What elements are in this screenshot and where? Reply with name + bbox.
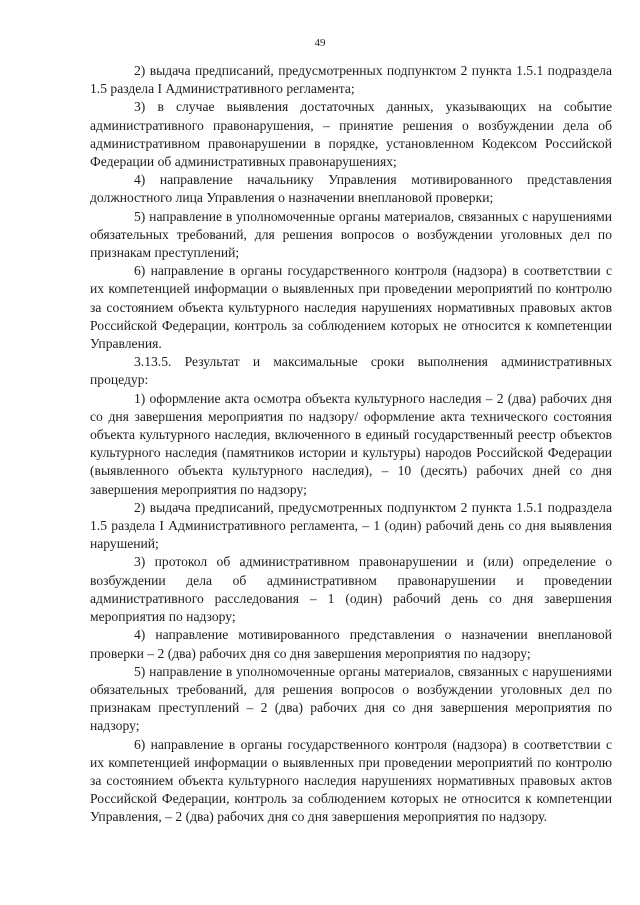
document-body (90, 62, 612, 827)
paragraph-item-2-issuing-orders: 2) выдача предписаний, предусмотренных подпунктом 2 пункта 1.5.1 подраздела 1.5 раздела I Административного регламента; (90, 63, 612, 97)
paragraph-section-3-13-5-heading: 3.13.5. Результат и максимальные сроки выполнения административных процедур: (90, 354, 612, 388)
paragraph-deadline-1-inspection-act: 1) оформление акта осмотра объекта культурного наследия – 2 (два) рабочих дня со дня завершения мероприятия по надзору/ оформление акта технического состояния объекта культурного наследия, включенного в единый государственный реестр объектов культурного наследия (памятников истории и культуры) народов Российской Федерации (выявленного объекта культурного наследия), – 10 (десять) рабочих дней со дня завершения мероприятия по надзору; (90, 390, 612, 497)
paragraph-item-4-unscheduled-inspection: 4) направление начальнику Управления мотивированного представления должностного лица Управления о назначении внеплановой проверки; (90, 172, 612, 206)
paragraph-deadline-3-protocol: 3) протокол об административном правонарушении и (или) определение о возбуждении дела об административном правонарушении и проведении административного расследования – 1 (один) рабочий день со дня завершения мероприятия по надзору; (90, 554, 612, 625)
paragraph-item-6-control-bodies: 6) направление в органы государственного контроля (надзора) в соответствии с их компетенцией информации о выявленных при проведении мероприятий по контролю за состоянием объекта культурного наследия нарушениях нормативных правовых актов Российской Федерации, контроль за соблюдением которых не относится к компетенции Управления. (90, 263, 612, 352)
paragraph-item-5-criminal-cases: 5) направление в уполномоченные органы материалов, связанных с нарушениями обязательных требований, для решения вопросов о возбуждении уголовных дел по признакам преступлений; (90, 208, 612, 261)
page-number: 49 (314, 37, 326, 49)
paragraph-deadline-4-unscheduled-inspection: 4) направление мотивированного представления о назначении внеплановой проверки – 2 (два) рабочих дня со дня завершения мероприятия по надзору; (90, 627, 612, 661)
paragraph-deadline-2-orders: 2) выдача предписаний, предусмотренных подпунктом 2 пункта 1.5.1 подраздела 1.5 раздела I Административного регламента, – 1 (один) рабочий день со дня выявления нарушений; (90, 499, 612, 552)
paragraph-deadline-6-control-bodies: 6) направление в органы государственного контроля (надзора) в соответствии с их компетенцией информации о выявленных при проведении мероприятий по контролю за состоянием объекта культурного наследия нарушениях нормативных правовых актов Российской Федерации, контроль за соблюдением которых не относится к компетенции Управления, – 2 (два) рабочих дня со дня завершения мероприятия по надзору. (90, 736, 612, 825)
paragraph-item-3-administrative-case: 3) в случае выявления достаточных данных, указывающих на событие административного правонарушения, – принятие решения о возбуждении дела об административном правонарушении в порядке, установленном Кодексом Российской Федерации об административных правонарушениях; (90, 99, 612, 170)
paragraph-deadline-5-criminal-cases: 5) направление в уполномоченные органы материалов, связанных с нарушениями обязательных требований, для решения вопросов о возбуждении уголовных дел по признакам преступлений – 2 (два) рабочих дня со дня завершения мероприятия по надзору; (90, 663, 612, 734)
